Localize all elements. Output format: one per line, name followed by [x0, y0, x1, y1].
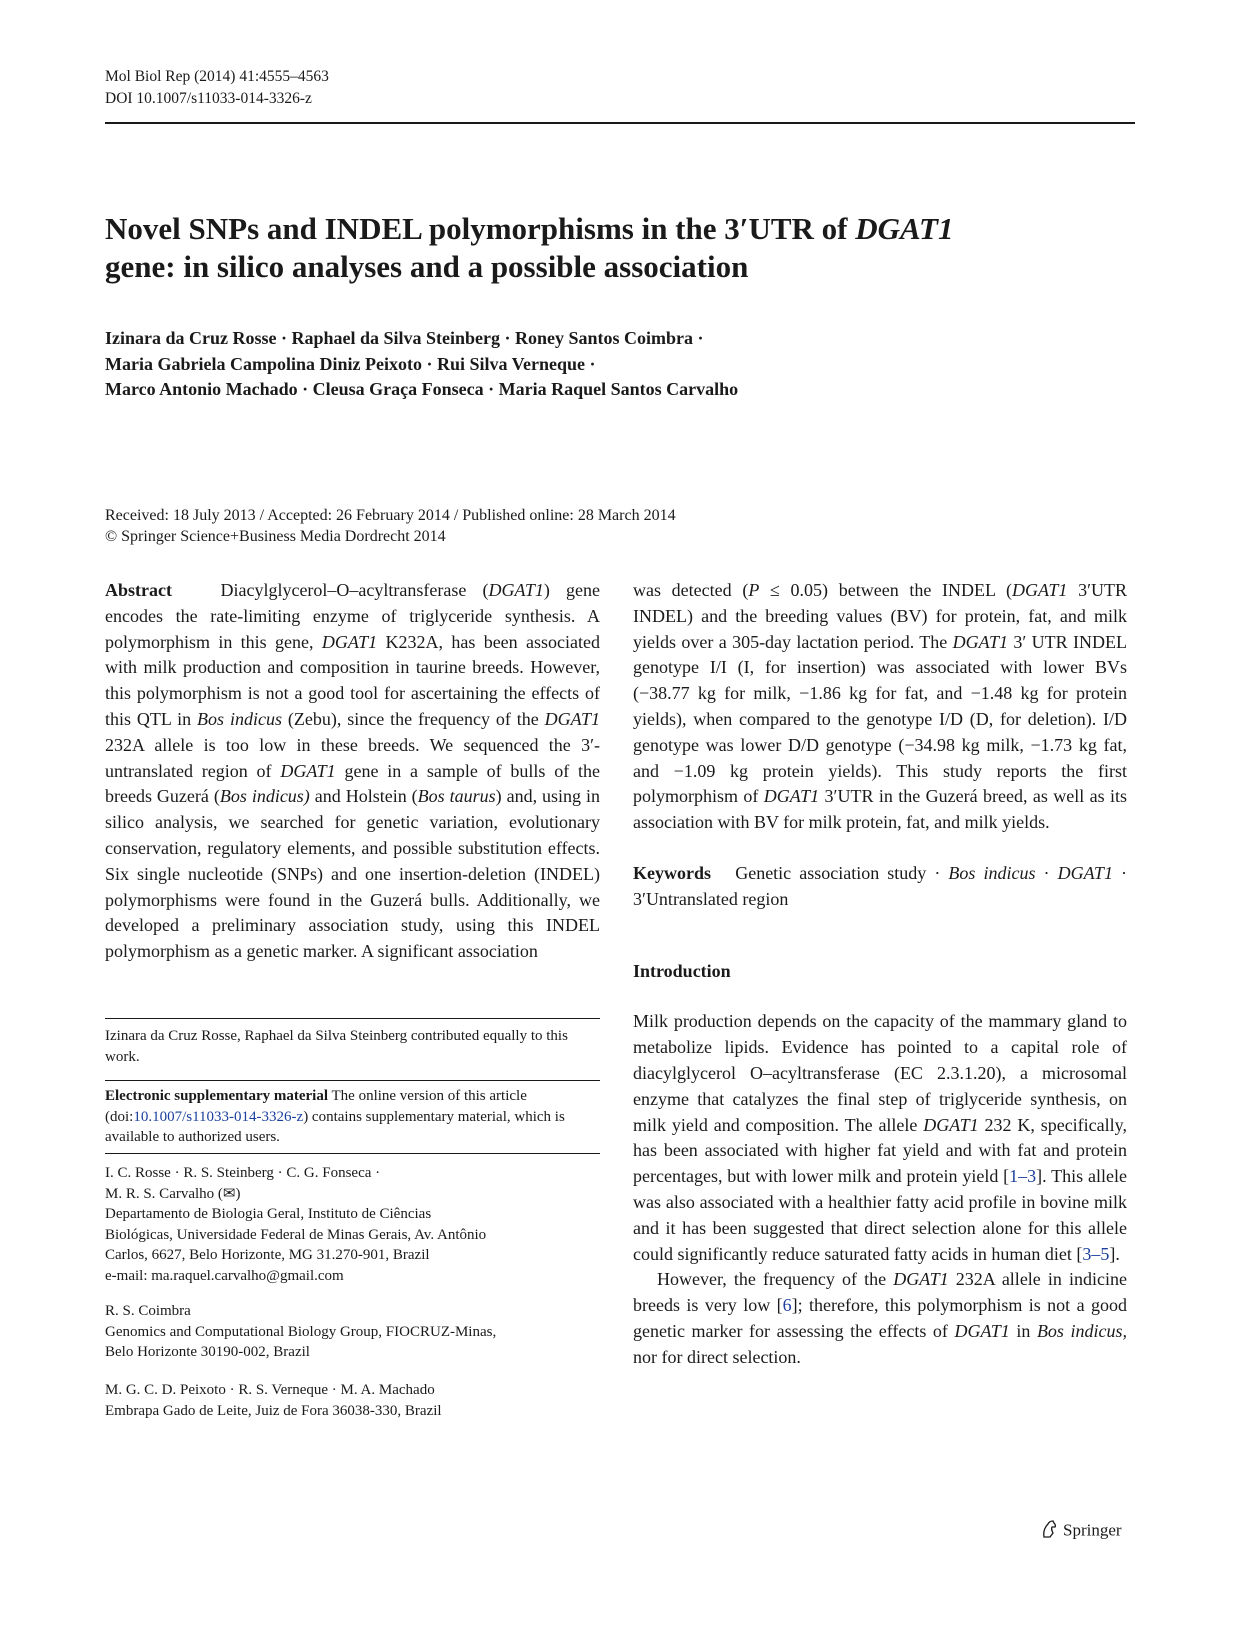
doi-link[interactable]: 10.1007/s11033-014-3326-z — [133, 1108, 304, 1125]
abstract-left-column — [105, 578, 600, 965]
keywords-label: Keywords — [633, 862, 711, 883]
citation-link[interactable]: 1–3 — [1009, 1166, 1037, 1187]
affiliation-2: R. S. Coimbra Genomics and Computational Biology Group, FIOCRUZ-Minas, Belo Horizonte 30190-002, Brazil — [105, 1303, 497, 1360]
intro-paragraph-2: However, the frequency of the DGAT1 232A allele in indicine breeds is very low [6]; therefore, this polymorphism is not a good genetic marker for assessing the effects of DGAT1 in Bos indicus, nor for direct selection. — [633, 1269, 1128, 1367]
equal-contribution-note: Izinara da Cruz Rosse, Raphael da Silva Steinberg contributed equally to this work. — [105, 1028, 568, 1065]
intro-paragraph-1: Milk production depends on the capacity of the mammary gland to metabolize lipids. Evidence has pointed to a capital role of diacylglycerol O–acyltransferase (EC 2.3.1.20), a microsomal enzyme that catalyzes the final step of triglyceride synthesis, on milk yield and composition. The allele DGAT1 232 K, specifically, has been associated with higher fat yield and with fat and protein percentages, but with lower milk and protein yield [1–3]. This allele was also associated with a healthier fatty acid profile in bovine milk and it has been suggested that direct selection alone for this allele could significantly reduce saturated fatty acids in human diet [3–5]. — [633, 1011, 1128, 1264]
paper-title: Novel SNPs and INDEL polymorphisms in the 3′UTR of DGAT1 gene: in silico analyses and a possible association — [105, 211, 954, 284]
footnote-divider — [105, 1018, 600, 1019]
header-divider — [105, 122, 1135, 124]
publisher-name: Springer — [1063, 1520, 1122, 1540]
doi-line: DOI 10.1007/s11033-014-3326-z — [105, 90, 312, 107]
footnote-divider-2 — [105, 1080, 600, 1081]
copyright-line: © Springer Science+Business Media Dordrecht 2014 — [105, 528, 446, 545]
section-heading-introduction: Introduction — [633, 960, 731, 981]
abstract-label: Abstract — [105, 580, 172, 600]
citation-link[interactable]: 3–5 — [1082, 1243, 1110, 1264]
affiliation-1: I. C. Rosse · R. S. Steinberg · C. G. Fonseca · M. R. S. Carvalho (✉) Departamento de Biologia Geral, Instituto de Ciências Biológicas, Universidade Federal de Minas Gerais, Av. Antônio Carlos, 6627, Belo Horizonte, MG 31.270-901, Brazil e-mail: ma.raquel.carvalho@gmail.com — [105, 1163, 600, 1286]
springer-horse-icon — [1040, 1519, 1058, 1544]
supplementary-material-note: Electronic supplementary material The online version of this article (doi:10.1007/s11033-014-3326-z) contains supplementary material, which is available to authorized users. — [105, 1088, 565, 1145]
author-list: Izinara da Cruz Rosse · Raphael da Silva Steinberg · Roney Santos Coimbra · Maria Gabriela Campolina Diniz Peixoto · Rui Silva Verneque · Marco Antonio Machado · Cleusa Graça Fonseca · Maria Raquel Santos Carvalho — [105, 328, 739, 399]
citation-link[interactable]: 6 — [782, 1295, 792, 1316]
abstract-paragraph: Abstract Diacylglycerol–O–acyltransferase (DGAT1) gene encodes the rate-limiting enzyme of triglyceride synthesis. A polymorphism in this gene, DGAT1 K232A, has been associated with milk production and composition in taurine breeds. However, this polymorphism is not a good tool for ascertaining the effects of this QTL in Bos indicus (Zebu), since the frequency of the DGAT1 232A allele is too low in these breeds. We sequenced the 3′-untranslated region of DGAT1 gene in a sample of bulls of the breeds Guzerá (Bos indicus) and Holstein (Bos taurus) and, using in silico analysis, we searched for genetic variation, evolutionary conservation, regulatory elements, and possible substitution effects. Six single nucleotide (SNPs) and one insertion-deletion (INDEL) polymorphisms were found in the Guzerá bulls. Additionally, we developed a preliminary association study, using this INDEL polymorphism as a genetic marker. A significant association — [105, 580, 600, 962]
keywords: Keywords Genetic association study · Bos indicus · DGAT1 · 3′Untranslated region — [633, 862, 1128, 909]
footnote-divider-3 — [105, 1153, 600, 1154]
journal-header — [105, 66, 329, 110]
publication-history — [105, 505, 1105, 547]
publisher-footer — [1040, 1519, 1122, 1544]
journal-citation: Mol Biol Rep (2014) 41:4555–4563 — [105, 68, 329, 85]
history-dates: Received: 18 July 2013 / Accepted: 26 February 2014 / Published online: 28 March 2014 — [105, 507, 676, 524]
abstract-continuation: was detected (P ≤ 0.05) between the INDEL (DGAT1 3′UTR INDEL) and the breeding values (BV) for protein, fat, and milk yields over a 305-day lactation period. The DGAT1 3′ UTR INDEL genotype I/I (I, for insertion) was associated with lower BVs (−38.77 kg for milk, −1.86 kg for fat, and −1.48 kg for protein yields), when compared to the genotype I/D (D, for deletion). I/D genotype was lower D/D genotype (−34.98 kg milk, −1.73 kg fat, and −1.09 kg protein yields). This study reports the first polymorphism of DGAT1 3′UTR in the Guzerá breed, as well as its association with BV for milk protein, fat, and milk yields. — [633, 580, 1128, 833]
right-column — [633, 578, 1127, 1371]
affiliation-3: M. G. C. D. Peixoto · R. S. Verneque · M. A. Machado Embrapa Gado de Leite, Juiz de Fora 36038-330, Brazil — [105, 1382, 442, 1419]
corresponding-email[interactable]: e-mail: ma.raquel.carvalho@gmail.com — [105, 1267, 344, 1284]
